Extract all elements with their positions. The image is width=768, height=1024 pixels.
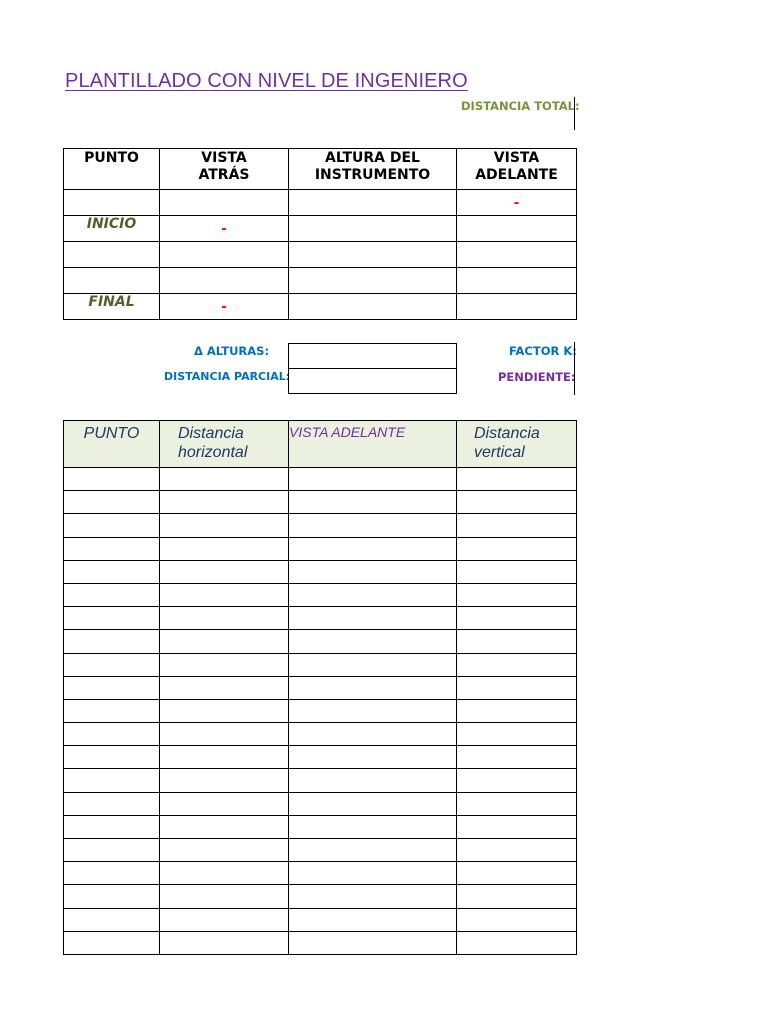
- distance-table: [63, 420, 577, 955]
- cell-punto[interactable]: [64, 630, 160, 653]
- cell-altura[interactable]: [289, 268, 457, 294]
- cell-distancia-horizontal[interactable]: [160, 537, 289, 560]
- cell-distancia-horizontal[interactable]: [160, 468, 289, 491]
- cell-distancia-vertical[interactable]: [457, 491, 577, 514]
- cell-distancia-vertical[interactable]: [457, 862, 577, 885]
- header-punto: PUNTO: [64, 421, 160, 468]
- cell-distancia-horizontal[interactable]: [160, 792, 289, 815]
- table-row: [64, 607, 577, 630]
- cell-punto[interactable]: [64, 653, 160, 676]
- cell-vista-adelante[interactable]: [289, 862, 457, 885]
- cell-punto[interactable]: [64, 815, 160, 838]
- header-vista-adelante: [457, 149, 577, 190]
- cell-punto[interactable]: [64, 607, 160, 630]
- cell-vista-adelante[interactable]: [289, 491, 457, 514]
- header-punto: PUNTO: [64, 149, 160, 190]
- cell-altura[interactable]: [289, 294, 457, 320]
- cell-punto[interactable]: [64, 862, 160, 885]
- delta-alturas-field[interactable]: [289, 344, 457, 369]
- cell-vista-adelante[interactable]: [289, 468, 457, 491]
- pendiente-label: PENDIENTE:: [498, 370, 576, 384]
- cell-altura[interactable]: [289, 216, 457, 242]
- cell-altura[interactable]: [289, 190, 457, 216]
- cell-punto[interactable]: [64, 268, 160, 294]
- factor-k-label: FACTOR K:: [509, 344, 577, 358]
- cell-distancia-vertical[interactable]: [457, 560, 577, 583]
- pendiente-field[interactable]: [574, 368, 575, 395]
- cell-distancia-vertical[interactable]: [457, 815, 577, 838]
- table-row: [64, 699, 577, 722]
- cell-punto[interactable]: [64, 839, 160, 862]
- table-row: [64, 216, 577, 242]
- cell-punto[interactable]: [64, 676, 160, 699]
- cell-punto[interactable]: [64, 769, 160, 792]
- cell-punto[interactable]: [64, 468, 160, 491]
- cell-vista-adelante[interactable]: [289, 699, 457, 722]
- table-row: [64, 242, 577, 268]
- table-row: [64, 815, 577, 838]
- cell-vista-atras[interactable]: [160, 242, 289, 268]
- cell-distancia-vertical[interactable]: [457, 537, 577, 560]
- cell-distancia-vertical[interactable]: [457, 908, 577, 931]
- cell-vista-adelante[interactable]: [289, 723, 457, 746]
- table-row: [64, 468, 577, 491]
- cell-punto[interactable]: [64, 491, 160, 514]
- cell-punto[interactable]: [64, 514, 160, 537]
- cell-punto[interactable]: [64, 190, 160, 216]
- cell-distancia-vertical[interactable]: [457, 746, 577, 769]
- cell-vista-adelante[interactable]: [289, 908, 457, 931]
- cell-punto[interactable]: [64, 908, 160, 931]
- summary-fields: [288, 343, 457, 394]
- cell-punto[interactable]: [64, 583, 160, 606]
- distancia-parcial-label: DISTANCIA PARCIAL:: [164, 370, 291, 383]
- cell-punto-final[interactable]: FINAL: [64, 294, 160, 320]
- table-row: [64, 746, 577, 769]
- distancia-total-field[interactable]: [574, 97, 575, 130]
- cell-distancia-vertical[interactable]: [457, 468, 577, 491]
- cell-distancia-vertical[interactable]: [457, 931, 577, 954]
- cell-distancia-vertical[interactable]: [457, 583, 577, 606]
- cell-distancia-vertical[interactable]: [457, 676, 577, 699]
- cell-vista-atras[interactable]: [160, 190, 289, 216]
- cell-distancia-horizontal[interactable]: [160, 746, 289, 769]
- cell-punto[interactable]: [64, 746, 160, 769]
- cell-vista-adelante[interactable]: [289, 676, 457, 699]
- cell-distancia-horizontal[interactable]: [160, 769, 289, 792]
- table-row: [64, 630, 577, 653]
- cell-distancia-vertical[interactable]: [457, 839, 577, 862]
- table-row: [64, 862, 577, 885]
- cell-distancia-vertical[interactable]: [457, 885, 577, 908]
- header-vista-atras: [160, 149, 289, 190]
- cell-distancia-vertical[interactable]: [457, 792, 577, 815]
- cell-altura[interactable]: [289, 242, 457, 268]
- cell-distancia-vertical[interactable]: [457, 699, 577, 722]
- table-row: [64, 583, 577, 606]
- cell-punto[interactable]: [64, 560, 160, 583]
- cell-punto[interactable]: [64, 885, 160, 908]
- factor-k-field[interactable]: [574, 342, 575, 368]
- header-distancia-vertical: Distancia vertical: [457, 421, 577, 468]
- cell-distancia-horizontal[interactable]: [160, 885, 289, 908]
- header-text: VISTA ADELANTE: [475, 150, 558, 183]
- cell-vista-adelante[interactable]: [289, 931, 457, 954]
- cell-distancia-horizontal[interactable]: [160, 676, 289, 699]
- cell-vista-atras[interactable]: [160, 268, 289, 294]
- cell-distancia-horizontal[interactable]: [160, 931, 289, 954]
- cell-vista-adelante[interactable]: [289, 514, 457, 537]
- cell-distancia-horizontal[interactable]: [160, 815, 289, 838]
- cell-vista-adelante[interactable]: [289, 792, 457, 815]
- cell-distancia-horizontal[interactable]: [160, 862, 289, 885]
- table-row: [64, 769, 577, 792]
- cell-distancia-horizontal[interactable]: [160, 908, 289, 931]
- cell-vista-adelante[interactable]: [289, 815, 457, 838]
- cell-distancia-vertical[interactable]: [457, 630, 577, 653]
- table-row: [64, 537, 577, 560]
- cell-vista-atras[interactable]: -: [160, 216, 289, 242]
- level-table: [63, 148, 577, 320]
- cell-vista-adelante[interactable]: [289, 839, 457, 862]
- cell-distancia-vertical[interactable]: [457, 769, 577, 792]
- cell-distancia-vertical[interactable]: [457, 653, 577, 676]
- delta-alturas-label: Δ ALTURAS:: [194, 344, 270, 358]
- table-row: [64, 931, 577, 954]
- table-row: [64, 839, 577, 862]
- table-row: [64, 514, 577, 537]
- cell-vista-adelante[interactable]: [457, 268, 577, 294]
- cell-distancia-horizontal[interactable]: [160, 491, 289, 514]
- cell-punto[interactable]: [64, 792, 160, 815]
- table-row: [64, 560, 577, 583]
- header-text: VISTA ATRÁS: [198, 150, 250, 183]
- cell-distancia-vertical[interactable]: [457, 723, 577, 746]
- distancia-parcial-field[interactable]: [289, 369, 457, 394]
- cell-distancia-horizontal[interactable]: [160, 839, 289, 862]
- cell-vista-adelante[interactable]: [457, 242, 577, 268]
- table-row: [64, 190, 577, 216]
- cell-vista-adelante[interactable]: [289, 583, 457, 606]
- cell-distancia-horizontal[interactable]: [160, 699, 289, 722]
- cell-vista-adelante[interactable]: [289, 653, 457, 676]
- cell-punto-inicio[interactable]: INICIO: [64, 216, 160, 242]
- cell-distancia-horizontal[interactable]: [160, 514, 289, 537]
- cell-vista-adelante[interactable]: [457, 216, 577, 242]
- cell-distancia-horizontal[interactable]: [160, 560, 289, 583]
- cell-punto[interactable]: [64, 699, 160, 722]
- cell-punto[interactable]: [64, 723, 160, 746]
- cell-distancia-horizontal[interactable]: [160, 607, 289, 630]
- cell-distancia-vertical[interactable]: [457, 607, 577, 630]
- cell-vista-adelante[interactable]: [289, 537, 457, 560]
- table-row: [64, 908, 577, 931]
- page-title: PLANTILLADO CON NIVEL DE INGENIERO: [65, 70, 468, 92]
- table-row: [64, 792, 577, 815]
- distance-table-header: [64, 421, 577, 468]
- cell-vista-adelante[interactable]: -: [457, 190, 577, 216]
- table-row: [64, 676, 577, 699]
- header-altura-instrumento: [289, 149, 457, 190]
- cell-distancia-horizontal[interactable]: [160, 653, 289, 676]
- distancia-total-label: DISTANCIA TOTAL:: [461, 99, 580, 113]
- cell-vista-atras[interactable]: -: [160, 294, 289, 320]
- cell-vista-adelante[interactable]: [289, 607, 457, 630]
- cell-punto[interactable]: [64, 931, 160, 954]
- cell-vista-adelante[interactable]: [289, 885, 457, 908]
- cell-vista-adelante[interactable]: [289, 560, 457, 583]
- header-text: ALTURA DEL INSTRUMENTO: [314, 150, 431, 183]
- cell-punto[interactable]: [64, 242, 160, 268]
- cell-vista-adelante[interactable]: [289, 746, 457, 769]
- header-vista-adelante: VISTA ADELANTE: [289, 421, 457, 468]
- cell-distancia-horizontal[interactable]: [160, 723, 289, 746]
- level-table-header: [64, 149, 577, 190]
- table-row: [64, 268, 577, 294]
- table-row: [64, 294, 577, 320]
- table-row: [64, 723, 577, 746]
- table-row: [64, 491, 577, 514]
- cell-distancia-vertical[interactable]: [457, 514, 577, 537]
- cell-vista-adelante[interactable]: [457, 294, 577, 320]
- cell-vista-adelante[interactable]: [289, 630, 457, 653]
- cell-distancia-horizontal[interactable]: [160, 583, 289, 606]
- cell-vista-adelante[interactable]: [289, 769, 457, 792]
- header-distancia-horizontal: Distancia horizontal: [160, 421, 289, 468]
- cell-distancia-horizontal[interactable]: [160, 630, 289, 653]
- table-row: [64, 653, 577, 676]
- table-row: [64, 885, 577, 908]
- cell-punto[interactable]: [64, 537, 160, 560]
